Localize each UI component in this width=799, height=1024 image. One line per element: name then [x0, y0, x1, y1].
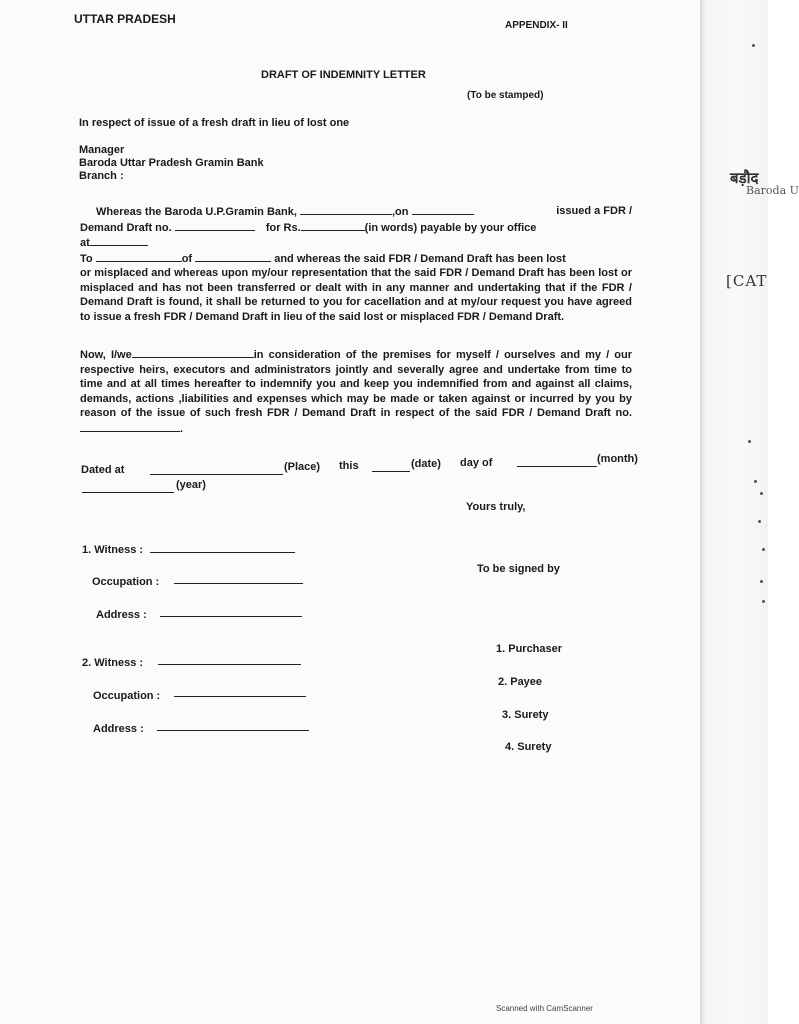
month-label: (month)	[597, 453, 638, 465]
closing-yours-truly: Yours truly,	[466, 501, 526, 513]
witness2-label: 2. Witness :	[82, 657, 144, 669]
this-label: this	[339, 460, 359, 472]
document-title: DRAFT OF INDEMNITY LETTER	[261, 69, 426, 81]
witness2-blank	[158, 663, 301, 665]
witness2-occupation-label: Occupation :	[93, 690, 161, 702]
witness2-occupation-blank	[174, 695, 306, 697]
witness1-address-label: Address :	[96, 609, 147, 621]
dated-at-label: Dated at	[81, 464, 125, 476]
witness1-occupation-blank	[174, 582, 303, 584]
witness1-label: 1. Witness :	[82, 544, 144, 556]
bank-branch-blank	[300, 204, 392, 215]
issue-date-blank	[412, 204, 474, 215]
declarant-name-blank	[132, 347, 254, 358]
signatory-surety-2: 4. Surety	[505, 741, 552, 753]
year-label: (year)	[176, 479, 206, 491]
state-heading: UTTAR PRADESH	[74, 12, 176, 26]
addressee-bank: Baroda Uttar Pradesh Gramin Bank	[79, 157, 264, 169]
paragraph-whereas: Whereas the Baroda U.P.Gramin Bank, ,on issued a FDR / Demand Draft no. for Rs. (in words) payable by your office at To of and whereas the said FDR / Demand Draft has been lost or misplaced and whereas upon my/our representation that the said FDR / Demand Draft has been lost or misplaced and has not been transferred or dealt with in any manner and undertaking that if the FDR / Demand Draft is found, it shall be returned to you for cacellation and at my/our request you have agreed to issue a fresh FDR / Demand Draft in lieu of the said lost or misplaced FDR / Demand Draft.	[80, 205, 632, 323]
payee-place-blank	[195, 251, 271, 262]
appendix-label: APPENDIX- II	[505, 20, 568, 31]
adjacent-page-edge	[700, 0, 799, 1024]
to-be-signed-label: To be signed by	[477, 563, 560, 575]
addressee-branch: Branch :	[79, 170, 124, 182]
witness1-blank	[150, 551, 295, 553]
amount-blank	[301, 220, 365, 231]
adjacent-cat-fragment: [CAT	[726, 272, 768, 290]
date-label: (date)	[411, 458, 441, 470]
witness2-address-blank	[157, 729, 309, 731]
subject-line: In respect of issue of a fresh draft in lieu of lost one	[79, 117, 350, 129]
scanner-watermark: Scanned with CamScanner	[496, 1004, 593, 1013]
signatory-surety-1: 3. Surety	[502, 709, 549, 721]
place-blank	[150, 473, 283, 475]
draft-number-blank-2	[80, 421, 180, 432]
witness1-address-blank	[160, 615, 302, 617]
witness1-occupation-label: Occupation :	[92, 576, 160, 588]
day-of-label: day of	[460, 457, 493, 469]
year-blank	[82, 491, 174, 493]
paragraph-undertaking: Now, I/we in consideration of the premises for myself / ourselves and my / our respective heirs, executors and administrators jointly and severally agree and undertake from time to time and at all times hereafter to indemnify you and keep you indemnified from and against all claims, demands, actions ,liabilities and expenses which may be made or taken against or incurred by you by reason of the issue of such fresh FDR / Demand Draft in respect of the said FDR / Demand Draft no..	[80, 349, 632, 435]
draft-number-blank	[175, 220, 255, 231]
place-label: (Place)	[284, 461, 321, 473]
adjacent-hindi-fragment: बड़ौद	[730, 169, 759, 187]
payee-name-blank	[96, 251, 182, 262]
addressee-title: Manager	[79, 144, 125, 156]
witness2-address-label: Address :	[93, 723, 144, 735]
signatory-payee: 2. Payee	[498, 676, 543, 688]
date-blank	[372, 470, 410, 472]
adjacent-bank-fragment: Baroda U	[746, 184, 799, 197]
stamp-note: (To be stamped)	[467, 90, 544, 101]
signatory-purchaser: 1. Purchaser	[496, 643, 563, 655]
month-blank	[517, 465, 597, 467]
payable-at-blank	[90, 235, 148, 246]
